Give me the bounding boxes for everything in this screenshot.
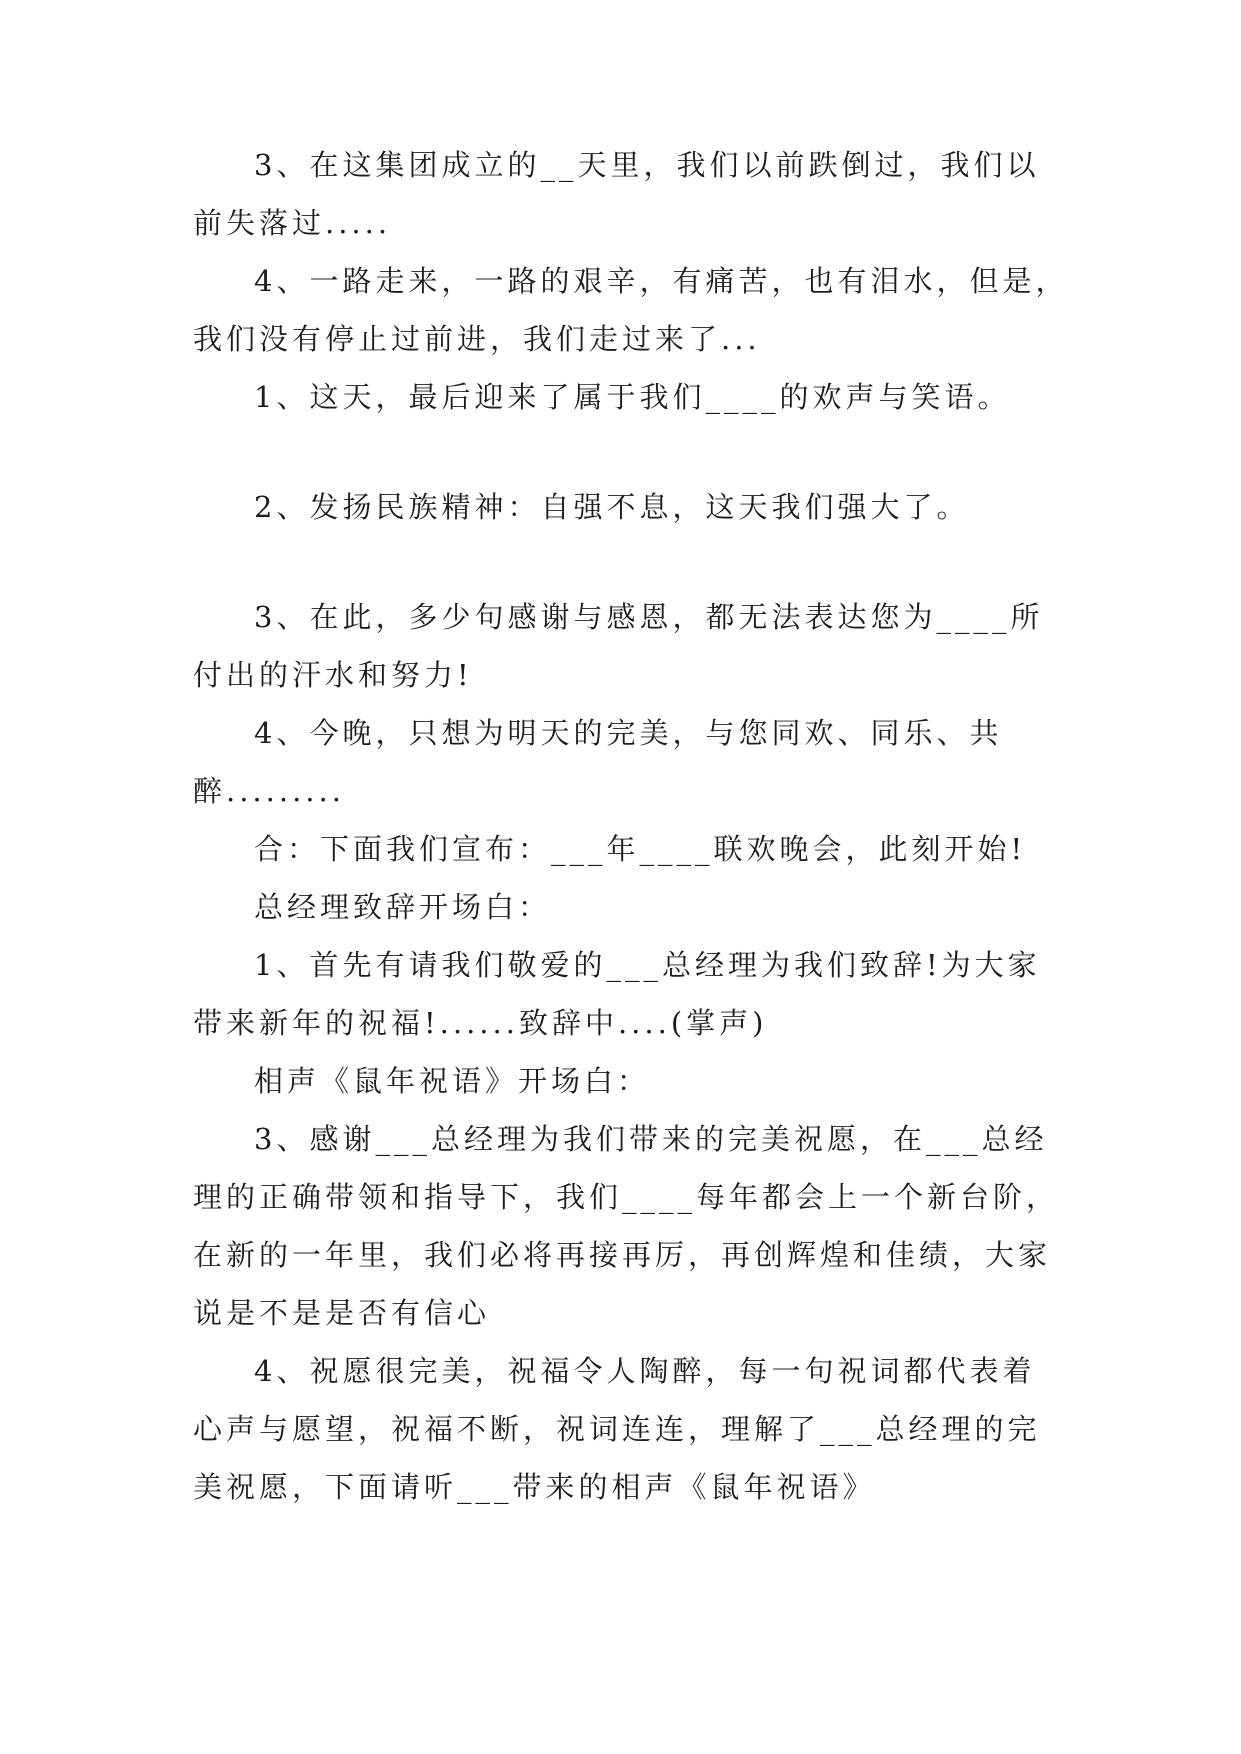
paragraph-line: 3、在这集团成立的__天里，我们以前跌倒过，我们以 [254,148,1040,182]
paragraph-line: 4、一路走来，一路的艰辛，有痛苦，也有泪水，但是， [254,264,1069,298]
paragraph-line: 说是不是是否有信心 [193,1296,491,1330]
paragraph-line: 3、感谢___总经理为我们带来的完美祝愿，在___总经 [254,1122,1048,1156]
paragraph-line: 1、首先有请我们敬爱的___总经理为我们致辞!为大家 [254,948,1041,982]
paragraph-line: 心声与愿望，祝福不断，祝词连连，理解了___总经理的完 [193,1412,1041,1446]
paragraph-line: 2、发扬民族精神：自强不息，这天我们强大了。 [254,490,970,524]
paragraph-line: 付出的汗水和努力! [193,658,473,692]
paragraph-line: 我们没有停止过前进，我们走过来了... [193,322,761,356]
paragraph-line: 1、这天，最后迎来了属于我们____的欢声与笑语。 [254,380,1011,414]
paragraph-line: 理的正确带领和指导下，我们____每年都会上一个新台阶， [193,1180,1060,1214]
section-heading: 相声《鼠年祝语》开场白： [254,1064,651,1098]
paragraph-line: 4、今晚，只想为明天的完美，与您同欢、同乐、共 [254,716,1003,750]
paragraph-line: 合：下面我们宣布：___年____联欢晚会，此刻开始! [254,832,1027,866]
paragraph-line: 醉......... [193,774,345,808]
paragraph-line: 4、祝愿很完美，祝福令人陶醉，每一句祝词都代表着 [254,1354,1036,1388]
section-heading: 总经理致辞开场白： [254,890,552,924]
paragraph-line: 3、在此，多少句感谢与感恩，都无法表达您为____所 [254,600,1044,634]
paragraph-line: 前失落过..... [193,206,392,240]
paragraph-line: 在新的一年里，我们必将再接再厉，再创辉煌和佳绩，大家 [193,1238,1052,1272]
paragraph-line: 带来新年的祝福!......致辞中....(掌声) [193,1006,768,1040]
paragraph-line: 美祝愿，下面请听___带来的相声《鼠年祝语》 [193,1470,876,1504]
